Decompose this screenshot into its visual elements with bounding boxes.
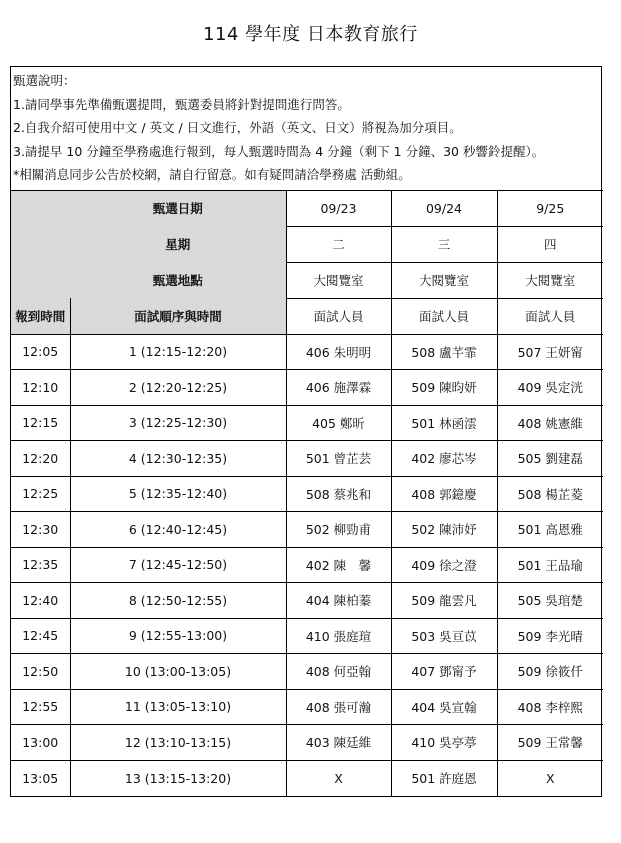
instruction-note: *相關消息同步公告於校網，請自行留意。如有疑問請洽學務處 活動組。 <box>13 167 411 182</box>
place-1: 大閱覽室 <box>286 262 391 298</box>
candidate-day-3: 408 姚憲維 <box>497 405 603 441</box>
candidate-day-2: 402 廖芯岑 <box>391 441 497 477</box>
checkin-time: 12:20 <box>11 441 70 477</box>
table-row <box>11 725 603 761</box>
weekday-2: 三 <box>391 226 497 262</box>
table-row <box>11 654 603 690</box>
date-row <box>11 190 603 226</box>
schedule-sheet <box>10 66 602 797</box>
candidate-day-3: 505 吳琯楚 <box>497 583 603 619</box>
candidate-day-1: 404 陳柏蓁 <box>286 583 391 619</box>
table-row <box>11 334 603 370</box>
instructions-heading: 甄選說明： <box>13 73 76 88</box>
interview-slot: 8 (12:50-12:55) <box>70 583 286 619</box>
checkin-time: 12:55 <box>11 689 70 725</box>
interview-slot: 7 (12:45-12:50) <box>70 547 286 583</box>
candidate-day-3: 509 李光晴 <box>497 618 603 654</box>
order-header: 面試順序與時間 <box>70 298 286 334</box>
page-title: 114 學年度 日本教育旅行 <box>203 24 418 45</box>
checkin-time: 12:30 <box>11 512 70 548</box>
candidate-day-1: 403 陳廷維 <box>286 725 391 761</box>
candidate-day-3: 508 楊芷菱 <box>497 476 603 512</box>
candidate-day-1: 508 蔡兆和 <box>286 476 391 512</box>
candidate-day-3: 501 高恩雅 <box>497 512 603 548</box>
interview-slot: 10 (13:00-13:05) <box>70 654 286 690</box>
interview-slot: 2 (12:20-12:25) <box>70 370 286 406</box>
table-row <box>11 689 603 725</box>
checkin-time: 12:25 <box>11 476 70 512</box>
checkin-time: 13:05 <box>11 760 70 796</box>
place-2: 大閱覽室 <box>391 262 497 298</box>
weekday-label: 星期 <box>70 226 286 262</box>
candidate-day-2: 509 陳昀妍 <box>391 370 497 406</box>
interview-slot: 11 (13:05-13:10) <box>70 689 286 725</box>
candidate-day-3: 408 李梓熙 <box>497 689 603 725</box>
date-3: 9/25 <box>497 190 603 226</box>
table-row <box>11 370 603 406</box>
instruction-item-2: 2.自我介紹可使用中文 / 英文 / 日文進行，外語（英文、日文）將視為加分項目。 <box>13 120 462 135</box>
interview-slot: 5 (12:35-12:40) <box>70 476 286 512</box>
table-row <box>11 547 603 583</box>
candidate-day-3: 507 王妍甯 <box>497 334 603 370</box>
checkin-time: 13:00 <box>11 725 70 761</box>
instructions <box>11 67 601 190</box>
checkin-time: 12:40 <box>11 583 70 619</box>
weekday-1: 二 <box>286 226 391 262</box>
place-label: 甄選地點 <box>70 262 286 298</box>
candidate-day-2: 408 郭鐿慶 <box>391 476 497 512</box>
checkin-time: 12:05 <box>11 334 70 370</box>
date-1: 09/23 <box>286 190 391 226</box>
weekday-3: 四 <box>497 226 603 262</box>
checkin-time: 12:50 <box>11 654 70 690</box>
place-row <box>11 262 603 298</box>
table-row <box>11 512 603 548</box>
candidate-day-3: 505 劉建磊 <box>497 441 603 477</box>
interview-slot: 6 (12:40-12:45) <box>70 512 286 548</box>
table-row <box>11 476 603 512</box>
table-row <box>11 583 603 619</box>
interview-slot: 12 (13:10-13:15) <box>70 725 286 761</box>
checkin-header: 報到時間 <box>11 298 70 334</box>
instruction-item-1: 1.請同學事先準備甄選提問，甄選委員將針對提問進行問答。 <box>13 96 350 112</box>
candidate-day-3: 409 吳定洸 <box>497 370 603 406</box>
candidate-day-3: 501 王品瑜 <box>497 547 603 583</box>
candidate-day-2: 407 鄧甯予 <box>391 654 497 690</box>
candidate-day-1: 406 朱明明 <box>286 334 391 370</box>
candidate-day-2: 509 龍雲凡 <box>391 583 497 619</box>
candidate-day-1: 402 陳 馨 <box>286 547 391 583</box>
candidate-day-1: 501 曾芷芸 <box>286 441 391 477</box>
candidate-day-1: 502 柳勁甫 <box>286 512 391 548</box>
interview-schedule-table <box>11 190 603 796</box>
interview-slot: 4 (12:30-12:35) <box>70 441 286 477</box>
checkin-time: 12:35 <box>11 547 70 583</box>
date-label: 甄選日期 <box>70 190 286 226</box>
interviewer-header-1: 面試人員 <box>286 298 391 334</box>
table-row <box>11 405 603 441</box>
candidate-day-1: X <box>286 760 391 796</box>
weekday-row <box>11 226 603 262</box>
candidate-day-1: 405 鄭昕 <box>286 405 391 441</box>
candidate-day-2: 508 盧芊霏 <box>391 334 497 370</box>
candidate-day-2: 501 許庭恩 <box>391 760 497 796</box>
interview-slot: 13 (13:15-13:20) <box>70 760 286 796</box>
candidate-day-1: 408 何亞翰 <box>286 654 391 690</box>
candidate-day-3: X <box>497 760 603 796</box>
instruction-item-3: 3.請提早 10 分鐘至學務處進行報到，每人甄選時間為 4 分鐘（剩下 1 分鐘、30 秒響鈴提醒）。 <box>13 143 545 159</box>
checkin-time: 12:15 <box>11 405 70 441</box>
candidate-day-1: 408 張可瀚 <box>286 689 391 725</box>
interview-slot: 1 (12:15-12:20) <box>70 334 286 370</box>
candidate-day-1: 406 施澤霖 <box>286 370 391 406</box>
candidate-day-1: 410 張庭瑄 <box>286 618 391 654</box>
table-row <box>11 760 603 796</box>
interviewer-header-3: 面試人員 <box>497 298 603 334</box>
date-2: 09/24 <box>391 190 497 226</box>
table-row <box>11 618 603 654</box>
checkin-time: 12:45 <box>11 618 70 654</box>
interview-slot: 3 (12:25-12:30) <box>70 405 286 441</box>
candidate-day-2: 410 吳亭葶 <box>391 725 497 761</box>
column-header-row <box>11 298 603 334</box>
candidate-day-2: 501 林函澐 <box>391 405 497 441</box>
candidate-day-3: 509 徐筱仟 <box>497 654 603 690</box>
candidate-day-3: 509 王常馨 <box>497 725 603 761</box>
candidate-day-2: 409 徐之澄 <box>391 547 497 583</box>
candidate-day-2: 404 吳宣翰 <box>391 689 497 725</box>
place-3: 大閱覽室 <box>497 262 603 298</box>
candidate-day-2: 503 吳亘苡 <box>391 618 497 654</box>
interview-slot: 9 (12:55-13:00) <box>70 618 286 654</box>
interviewer-header-2: 面試人員 <box>391 298 497 334</box>
candidate-day-2: 502 陳沛妤 <box>391 512 497 548</box>
checkin-time: 12:10 <box>11 370 70 406</box>
table-row <box>11 441 603 477</box>
